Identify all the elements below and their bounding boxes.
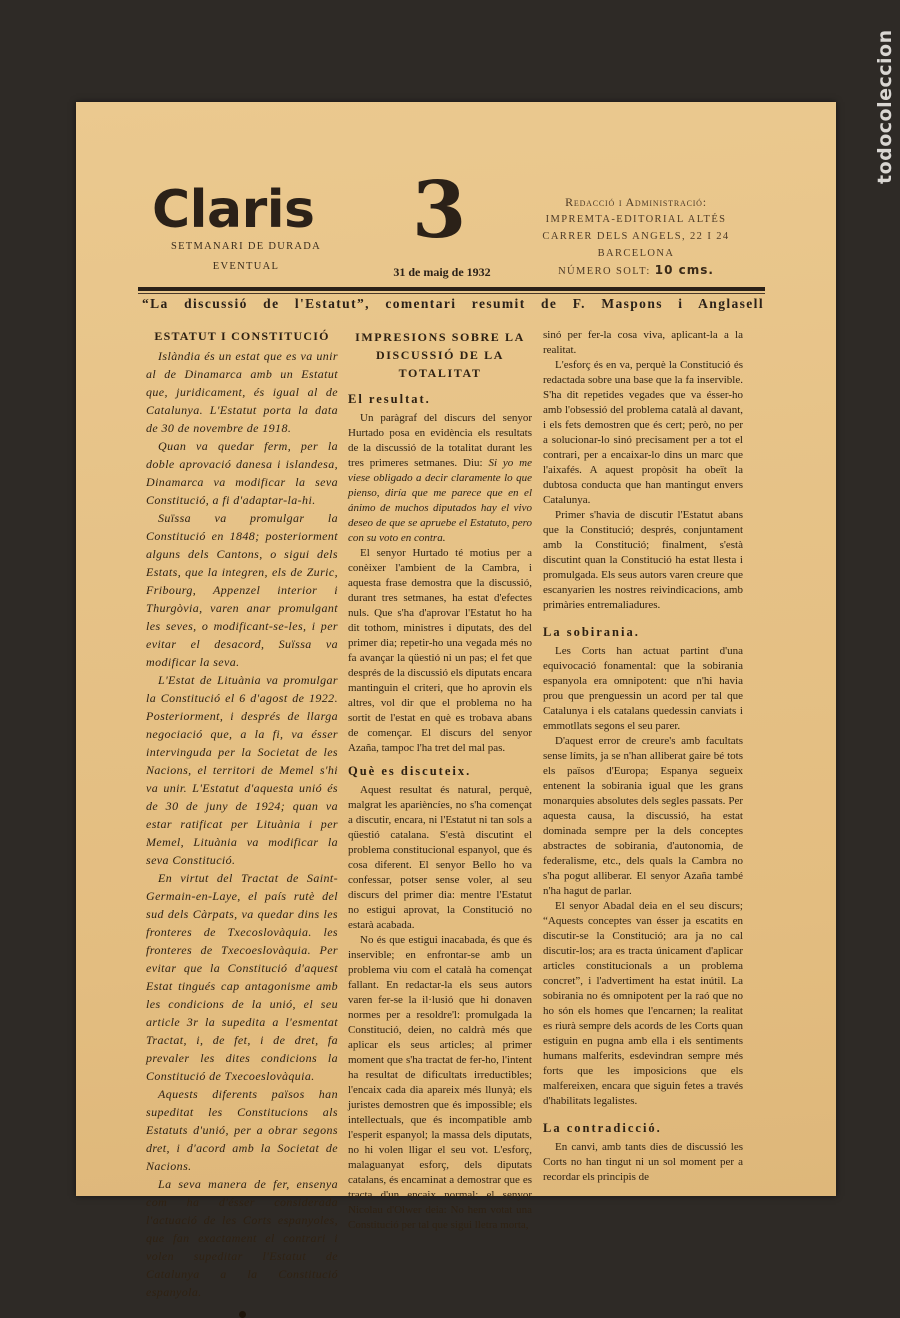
admin-line-2: IMPREMTA-EDITORIAL ALTÉS bbox=[545, 214, 727, 225]
paragraph: El senyor Abadal deia en el seu discurs; “Aquests conceptes van ésser ja escatits en discutir-se la Constitució; ara ja no cal discutir-los; ara es tracta únicament d'aplicar articles constitucionals a un problema concret”, i l'advertiment ha estat inútil. La sobirania no és omnipotent per la raó que no ho són els homes que l'encarnen; la realitat es riurà sempre dels acords de les Corts quan estiguin en pugna amb ella i els sentiments humans malferits, esdevindran sempre més forts que les imposicions que els malfereixen, encara que siguin fetes a través d'habilitats legalistes. bbox=[543, 900, 743, 1107]
spanish-quote: Si yo me viese obligado a decir claramente lo que pienso, diría que me parece que en el ánimo de muchos diputados hay el vivo deseo de que se apruebe el Estatuto, pero con su voto en contra. bbox=[348, 457, 533, 544]
column-continuation bbox=[543, 328, 743, 1185]
paragraph: En canvi, amb tants dies de discussió les Corts no han tingut ni un sol moment per a recordar els principis de bbox=[543, 1141, 743, 1183]
admin-line-1: Redacció i Administració: bbox=[565, 195, 707, 209]
paragraph: Suïssa va promulgar la Constitució en 1848; posteriorment alguns dels Cantons, o sigui dels Estats, que la integren, els de Zuric, Fribourg, Appenzel interior i Thurgòvia, varen anar promulgant les seves, o modificant-se-les, i per evitar el desacord, Suïssa va modificar la seva. bbox=[146, 511, 338, 669]
subtitle-line-1: SETMANARI DE DURADA bbox=[170, 241, 322, 252]
admin-line-4: BARCELONA bbox=[597, 248, 675, 259]
headline: “La discussió de l'Estatut”, comentari resumit de F. Maspons i Anglasell bbox=[142, 296, 764, 311]
masthead bbox=[76, 102, 836, 311]
column-2-title: IMPRESIONS SOBRE LA DISCUSSIÓ DE LA TOTALITAT bbox=[355, 330, 525, 380]
paragraph: L'Estat de Lituània va promulgar la Constitució el 6 d'agost de 1922. Posteriorment, i després de llarga negociació que, a la fi, va ésser intervinguda per la Societat de les Nacions, el territori de Memel s'hi va unir. L'Estatut d'aquesta unió és de 30 de juny de 1924; quan va estar ratificat per Lituània i per Memel, Lituània va modificar la seva Constitució. bbox=[146, 673, 338, 867]
paragraph: El senyor Hurtado té motius per a conèixer l'ambient de la Cambra, i aquesta frase demostra que la discussió, durant tres setmanes, ha estat d'efectes nuls. Que s'ha d'aprovar l'Estatut ho ha dit tothom, ministres i diputats, des del primer dia; repetir-ho una vegada més no fa avançar la qüestió ni un pas; el fet que després de la discussió els diputats encara mantinguin el criteri, que ho aprovin els altres, vol dir que el problema no ha sortit de l'estat en què es trobava abans de començar. El discurs del senyor Azaña, tampoc l'ha tret del mal pas. bbox=[348, 547, 532, 754]
end-bullet-icon bbox=[239, 1311, 246, 1318]
section-heading: La sobirania. bbox=[543, 625, 640, 639]
subtitle-line-2: EVENTUAL bbox=[212, 260, 280, 272]
paragraph: sinó per fer-la cosa viva, aplicant-la a la realitat. bbox=[543, 329, 743, 356]
paragraph: Aquests diferents països han supeditat les Constitucions als Estatuts d'unió, per a obrar segons dret, i d'acord amb la Societat de Nacions. bbox=[146, 1087, 338, 1173]
paragraph: Islàndia és un estat que es va unir al de Dinamarca amb un Estatut que, juridicament, és igual al de Catalunya. L'Estatut porta la data de 30 de novembre de 1918. bbox=[146, 349, 338, 435]
paragraph-text: Un paràgraf del discurs del senyor Hurtado posa en evidència els resultats de la discussió de la totalitat durant les tres primeres setmanes. Diu: bbox=[348, 412, 532, 469]
paragraph: Quan va quedar ferm, per la doble aprovació danesa i islandesa, Dinamarca va modificar la seva Constitució, a fi d'adaptar-la-hi. bbox=[146, 439, 338, 507]
paragraph: Primer s'havia de discutir l'Estatut abans que la Constitució; després, conjuntament amb la Constitució; finalment, s'està discutint quan la Constitució ha estat llesta i promulgada. Els seus autors varen creure que escanyarien les nostres reivindicacions, amb primàries entremaliadures. bbox=[543, 509, 743, 611]
section-heading: Què es discuteix. bbox=[348, 764, 472, 778]
paragraph: La seva manera de fer, ensenya com ha d'ésser considerada l'actuació de les Corts espanyoles, que fan exactament el contrari i volen supeditar l'Estatut de Catalunya a la Constitució espanyola. bbox=[146, 1177, 338, 1299]
column-estatut-constitucio bbox=[146, 328, 338, 1318]
paragraph bbox=[348, 411, 532, 546]
section-heading: El resultat. bbox=[348, 392, 431, 406]
column-impresions bbox=[348, 328, 532, 1233]
masthead-rule-thin bbox=[138, 293, 765, 294]
watermark-text: todocoleccion bbox=[874, 29, 896, 184]
masthead-rule-thick bbox=[138, 287, 765, 291]
price-value: 10 cms. bbox=[654, 263, 714, 277]
paragraph: Les Corts han actuat partint d'una equivocació fonamental: que la sobirania espanyola era omnipotent: que n'hi havia prou que prenguessin un acord per tal que Catalunya i els catalans quedessin canviats i emmotllats segons el seu parer. bbox=[543, 645, 743, 732]
paragraph: L'esforç és en va, perquè la Constitució és redactada sobre una base que la fa inservible. S'ha dit repetides vegades que va ésser-ho amb l'obsessió del problema català al davant, i els fets demostren que és cert; però, no per a solucionar-lo sinó precisament per a tot el contrari, per a encaixar-lo dins un marc que l'aixafés. A aquest propòsit ha obeït la dubtosa conducta que han mantingut envers Catalunya. bbox=[543, 359, 743, 506]
section-heading: La contradicció. bbox=[543, 1121, 662, 1135]
newspaper-page bbox=[76, 102, 836, 1299]
issue-number: 3 bbox=[412, 165, 467, 256]
administration-block bbox=[542, 194, 730, 280]
paragraph: No és que estigui inacabada, és que és inservible; en enfrontar-se amb un problema viu com el català ha començat fallant. En redactar-la els seus autors varen fer-se la il·lusió que hi donaven normes per a resoldre'l: promulgada la Constitució, deien, no caldrà més que aplicar els seus articles; al primer moment que s'ha tractat de fer-ho, l'intent ha resultat de dificultats irreductibles; l'encaix cada dia apareix més llunyà; els juristes demostren que és impossible; els intellectuals, que és incompatible amb l'esperit espanyol; la massa dels diputats, no hi volen lligar el seu vot. L'esforç, malaguanyat esforç, dels diputats catalans, és encaminat a demostrar que es tracta d'un encaix normal; el senyor Nicolau d'Olwer deia: No hem votat una Constitució per tal que sigui lletra morta, bbox=[348, 934, 532, 1231]
admin-line-3: CARRER DELS ANGELS, 22 I 24 bbox=[542, 231, 730, 242]
paragraph: Aquest resultat és natural, perquè, malgrat les aparièncíes, no s'ha començat a discutir, encara, ni l'Estatut ni tan sols a qüestió catalana. S'està discutint el problema constitucional espanyol, que és cosa diferent. El senyor Bello ho va confessar, potser sense voler, al seu discurs del primer dia: mentre l'Estatut no estigui aprovat, la Constitució no estarà acabada. bbox=[348, 784, 532, 931]
paragraph: D'aquest error de creure's amb facultats sense límits, ja se n'han alliberat gaire bé tots els països d'Europa; Espanya segueix entenent la sobirania igual que les grans monarquies absolutes dels segles passats. Per aquesta causa, la discussió, ha estat dominada sempre per la dels conceptes abstractes de sobirania, d'autonomia, de federalisme, etc., dels quals la Cambra no s'ha pogut alliberar. El senyor Azaña també n'ha hagut de parlar. bbox=[543, 735, 743, 897]
issue-date: 31 de maig de 1932 bbox=[393, 265, 491, 279]
paragraph: En virtut del Tractat de Saint-Germain-en-Laye, el país rutè del sud dels Càrpats, va quedar dins les fronteres de Txecoslovàquia. les fronteres de Txecoeslovàquia. Per evitar que la Constitució d'aquest Estat tingués cap antagonisme amb les condicions de la unió, el seu article 3r la supedita a l'esmentat Tractat, i, de fet, i de dret, fa prevaler les dites condicions la Constitució de Txecoeslovàquia. bbox=[146, 871, 338, 1083]
price-line bbox=[542, 262, 730, 280]
column-1-title: ESTATUT I CONSTITUCIÓ bbox=[154, 329, 330, 343]
newspaper-title: Claris bbox=[152, 180, 315, 240]
price-label: NÚMERO SOLT: bbox=[558, 266, 651, 277]
newspaper-subtitle bbox=[156, 242, 336, 281]
